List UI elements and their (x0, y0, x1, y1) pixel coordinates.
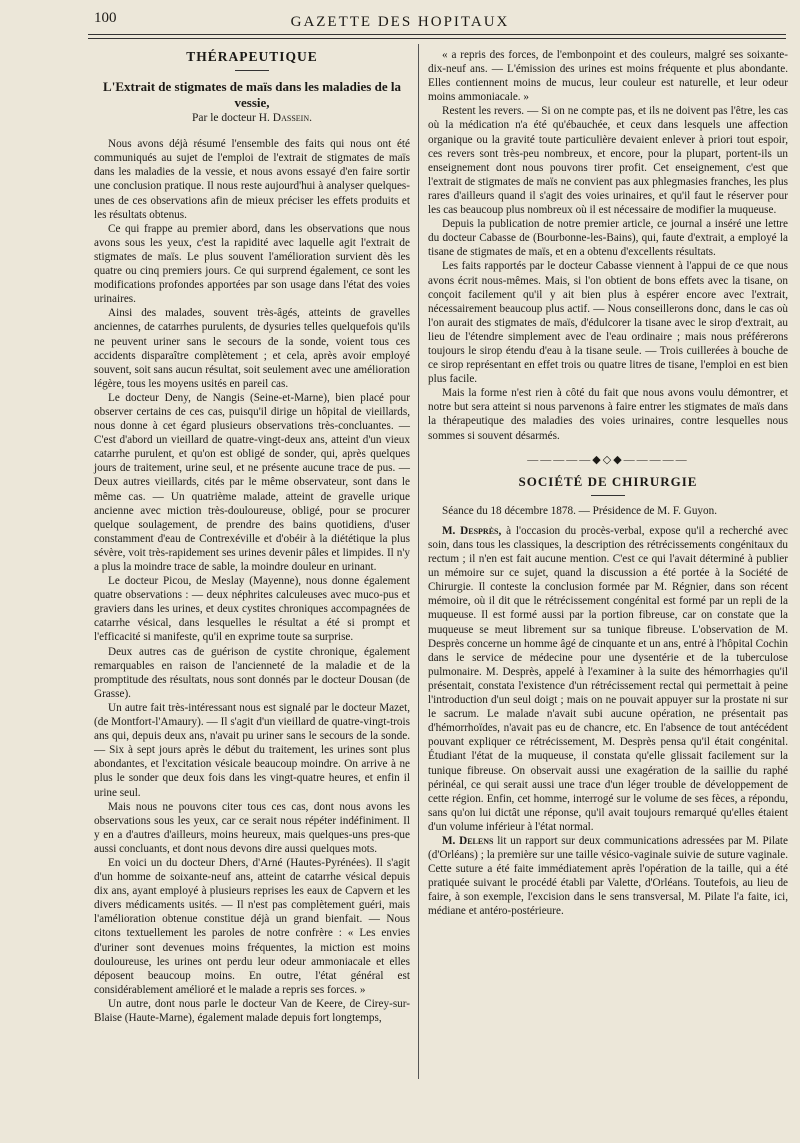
paragraph: Le docteur Deny, de Nangis (Seine-et-Marne), bien placé pour observer certains de ces cas, puisqu'il dirige un hôpital de vieillards, nous donne à cet égard plusieurs observations très-concluantes. — C'est d'abord un vieillard de quatre-vingt-deux ans, atteint d'un vieux catarrhe purulent, et qu'on est obligé de sonder, qui, après quelques jours de traitement, urine seul, et ne présente aucune trace de pus. — Deux autres vieillards, cités par le même observateur, sont dans le même cas. — Un quatrième malade, atteint de gravelle urique ancienne avec miction très-douloureuse, obligé, pour se procurer quelque soulagement, de prendre des bains quotidiens, d'user constamment d'eau de Contrexéville et d'obéir à la diététique la plus sévère, voit très-rapidement ses urines devenir pâles et limpides. Il n'y a plus la moindre trace de sable, la moindre douleur en urinant. (94, 391, 410, 573)
paragraph: Les faits rapportés par le docteur Cabasse viennent à l'appui de ce que nous avons écrit nous-mêmes. Mais, si l'on obtient de bons effets avec la tisane, on conçoit facilement qu'il y ait bien plus à espérer encore avec l'extrait, nécessairement beaucoup plus actif. — Nous conseillerons donc, dans le cas où l'on aurait des stigmates de maïs, d'édulcorer la tisane avec le sirop d'extrait, au lieu de l'étendre simplement avec de l'eau ordinaire ; mais nous préférerons toujours le sirop étendu d'eau à la tisane seule. — Trois cuillerées à bouche de ce sirop représentant en effet trois ou quatre litres de tisane, l'emploi en est bien plus facile. (428, 260, 788, 386)
paragraph: Ce qui frappe au premier abord, dans les observations que nous avons sous les yeux, c'est la rapidité avec laquelle agit l'extrait de stigmates de maïs. Le plus souvent l'amélioration survient dès les quatre ou cinq premiers jours. Ce qui surprend également, ce sont les modifications profondes apportées par son usage dans l'état des voies urinaires. (94, 222, 410, 306)
ornamental-separator: —————◆◇◆————— (527, 453, 689, 466)
paragraph: « a repris des forces, de l'embonpoint et des couleurs, malgré ses soixante-dix-neuf ans. — L'émission des urines est moins fréquente et plus abondante. Elles contiennent moins de mucus, leur couleur est naturelle, et leur odeur moins ammoniacale. » (428, 49, 788, 104)
header-rule (88, 34, 786, 35)
column-divider (418, 44, 419, 1079)
left-column (94, 48, 410, 1025)
paragraph: Depuis la publication de notre premier article, ce journal a inséré une lettre du docteur Cabasse de (Bourbonne-les-Bains), qui, faute d'extrait, a employé la tisane de stigmates de maïs, et en a obtenu d'excellents résultats. (428, 218, 788, 259)
paragraph: Deux autres cas de guérison de cystite chronique, également remarquables en raison de l'ancienneté de la maladie et de la promptitude des résultats, nous sont donnés par le docteur Dousan (de Grasse). (94, 645, 410, 700)
byline-prefix: Par le docteur (192, 112, 256, 125)
speaker-text: à l'occasion du procès-verbal, expose qu'il a recherché avec soin, dans tous les classiques, la description des rétrécissements congénitaux du rectum ; il n'en est fait aucune mention. C'est ce qui l'avait déterminé à publier un mémoire sur ce sujet, quand la discussion a été portée à la Société de Chirurgie. Il conteste la conclusion formée par M. Régnier, dans son récent mémoire, où il dit que le rétrécissement congénital est formé par un repli de la muqueuse. Il est formé aussi par la portion fibreuse, car on constate que la muqueuse se meut librement sur sa tunique fibreuse. L'observation de M. Desprès concerne un homme âgé de cinquante et un ans, entré à l'hôpital Cochin dans le service de médecine pour une dysentérie et de la tuberculose pulmonaire. M. Desprès, appelé à l'examiner à la suite des hémorrhagies qu'il présentait, constata l'existence d'un rétrécissement rectal qui permettait à peine l'introduction d'un seul doigt ; mais on ne pouvait appuyer sur la prostate ni sur le sacrum. Le malade n'avait subi aucune opération, ne présentait pas d'hémorrhoïdes, n'avait pas eu de chancre, etc. En l'absence de tout antécédent pouvant expliquer ce rétrécissement, M. Desprès pensa qu'il était congénital. Étudiant l'état de la muqueuse, il constata qu'elle glissait facilement sur la tunique fibreuse. On observait aussi une exagération de la saillie du raphé périnéal, ce qui serait aussi une trace d'un léger trouble de développement de cette région. Enfin, cet homme, interrogé sur le volume de ses fèces, a répondu, sans qu'on lui dictât une réponse, qu'il avait toujours remarqué qu'elles étaient d'un volume inférieur à l'état normal. (428, 524, 789, 833)
speaker-name: M. Desprès, (442, 524, 502, 537)
paragraph-delens (428, 834, 788, 919)
paragraph: Mais nous ne pouvons citer tous ces cas, dont nous avons les observations sous les yeux, car ce serait nous répéter indéfiniment. Il y en a d'autres d'ailleurs, moins heureux, mais quelques-uns pres-que aussi concluants, et dont nous devons dire aussi quelques mots. (94, 800, 410, 855)
byline (94, 111, 410, 125)
paragraph: Mais la forme n'est rien à côté du fait que nous avons voulu démontrer, et notre but sera atteint si nous parvenons à faire entrer les stigmates de maïs dans la thérapeutique des maladies des voies urinaires, contre lesquelles nous sommes si souvent désarmés. (428, 387, 788, 442)
right-column (428, 48, 788, 919)
paragraph: Le docteur Picou, de Meslay (Mayenne), nous donne également quatre observations : — deux néphrites calculeuses avec muco-pus et graviers dans les urines, et deux cystites chroniques accompagnées de catarrhe vésical, dans lesquelles le résultat a été si prompt et l'efficacité si manifeste, qu'il en exprime toute sa surprise. (94, 575, 410, 644)
section-rule (591, 495, 625, 496)
speaker-text: lit un rapport sur deux communications adressées par M. Pilate (d'Orléans) ; la première sur une taille vésico-vaginale suivie de suture vaginale. Cette suture a été faite immédiatement après l'opération de la taille, qui a été pratiquée suivant le procédé établi par Valette, d'Orléans. Toutefois, au lieu de faire, à son exemple, l'excision dans le sens transversal, M. Pilate l'a faite, ici, médiane et antéro-postérieure. (428, 834, 789, 918)
paragraph: Restent les revers. — Si on ne compte pas, et ils ne doivent pas l'être, les cas où la médication n'a été qu'ébauchée, et ceux dans lesquels une affection organique ou la gravité toute particulière devaient enlever à priori tout espoir, ces revers sont très-peu nombreux, et encore, pour la plupart, portent-ils un enseignement dont nous pouvons tirer profit. Cet enseignement, c'est que l'extrait de stigmates de maïs ne convient pas aux phlegmasies franches, les plus rares d'ailleurs quand il s'agit des voies urinaires, et qu'il faut le réserver pour les cas beaucoup plus nombreux où il est nécessaire de modifier la muqueuse. (428, 105, 788, 217)
page-number: 100 (94, 10, 117, 26)
paragraph: Un autre, dont nous parle le docteur Van de Keere, de Cirey-sur-Blaise (Haute-Marne), également malade depuis fort longtemps, (94, 997, 410, 1024)
session-line: Séance du 18 décembre 1878. — Présidence de M. F. Guyon. (442, 504, 717, 517)
running-title: GAZETTE DES HOPITAUX (290, 14, 510, 30)
section-title-societe: SOCIÉTÉ DE CHIRURGIE (518, 473, 698, 489)
article-title: L'Extrait de stigmates de maïs dans les maladies de la vessie, (103, 79, 401, 111)
speaker-name: M. Delens (442, 834, 494, 847)
byline-author: H. Dassein. (258, 112, 312, 125)
paragraph-despres (428, 524, 788, 834)
paragraph: En voici un du docteur Dhers, d'Arné (Hautes-Pyrénées). Il s'agit d'un homme de soixante-neuf ans, atteint de catarrhe vésical depuis dix ans, ayant employé à plusieurs reprises les eaux de Capvern et les divers médicaments usités. — Il n'est pas complètement guéri, mais l'amélioration obtenue constitue déjà un grand bienfait. — Nous citons textuellement les paroles de notre confrère : « Les envies d'uriner sont devenues moins fréquentes, la miction est moins douloureuse, les urines ont perdu leur odeur ammoniacale et elles déposent beaucoup moins. En outre, l'état général est considérablement amélioré et le malade a repris ses forces. » (94, 856, 410, 996)
header-rule-double (88, 38, 786, 39)
section-rule (235, 70, 269, 71)
section-title-therapeutique: THÉRAPEUTIQUE (186, 49, 318, 64)
paragraph: Un autre fait très-intéressant nous est signalé par le docteur Mazet, (de Montfort-l'Amaury). — Il s'agit d'un vieillard de quatre-vingt-trois ans qui, depuis deux ans, n'avait pu uriner sans le secours de la sonde. — Six à sept jours après le début du traitement, les urines sont plus abondantes, et l'excitation vésicale beaucoup moindre. On arrive à ne plus le sonder que deux fois dans les vingt-quatre heures, et enfin il urine seul. (94, 701, 410, 799)
paragraph: Nous avons déjà résumé l'ensemble des faits qui nous ont été communiqués au sujet de l'emploi de l'extrait de stigmates de maïs dans les maladies de la vessie, et nous avons essayé d'en faire sortir une conclusion pratique. Il nous reste aujourd'hui à analyser quelques-unes de ces observations afin de mieux préciser les effets produits et les résultats obtenus. (94, 138, 410, 221)
paragraph: Ainsi des malades, souvent très-âgés, atteints de gravelles anciennes, de catarrhes purulents, de dysuries telles quelquefois qu'ils ne peuvent uriner sans le secours de la sonde, voient tous ces accidents disparaître complètement ; et cela, après avoir employé souvent, soit sans aucun résultat, soit seulement avec une amélioration légère, tous les moyens usités en pareil cas. (94, 307, 410, 390)
